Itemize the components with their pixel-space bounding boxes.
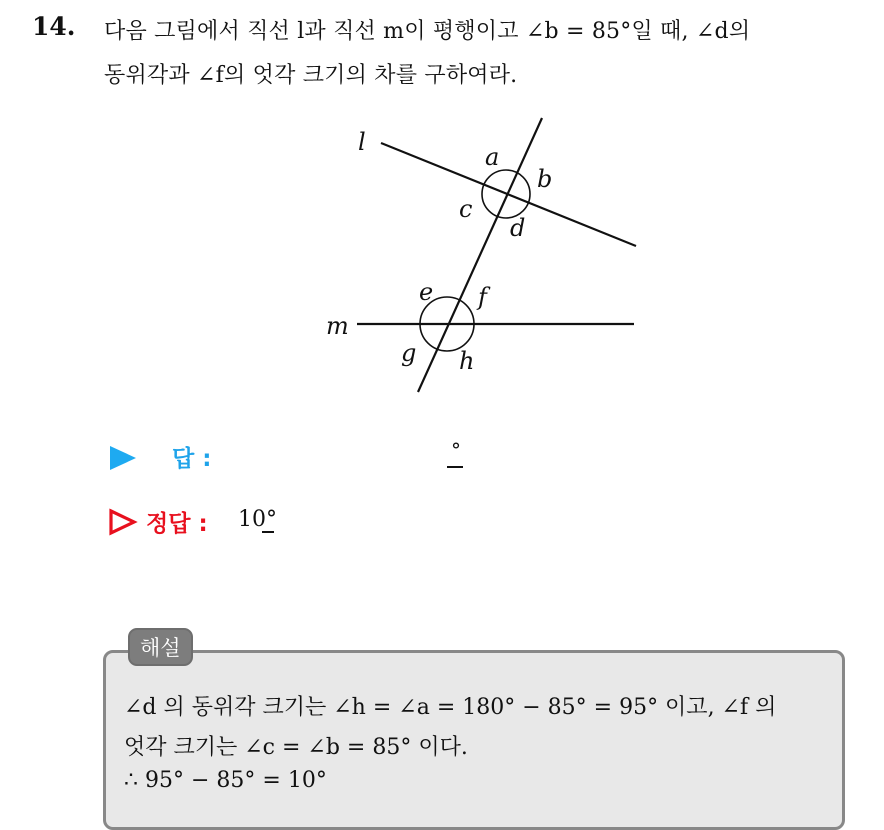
label-a: a: [485, 143, 500, 171]
correct-answer-label: 정답 :: [146, 511, 208, 537]
label-h: h: [459, 347, 475, 375]
label-m: m: [326, 312, 349, 340]
label-b: b: [537, 165, 553, 193]
correct-answer-value: 10°: [238, 507, 277, 532]
answer-arrow-icon: [110, 446, 136, 470]
label-d: d: [510, 214, 526, 242]
label-l: l: [358, 128, 366, 156]
explanation-badge: 해설: [128, 628, 193, 666]
label-g: g: [401, 339, 417, 367]
explanation-line-3: ∴ 95° − 85° = 10°: [124, 768, 327, 793]
correct-arrow-icon: [108, 508, 138, 536]
label-e: e: [419, 278, 434, 306]
question-text-line-2: 동위각과 ∠f의 엇각 크기의 차를 구하여라.: [104, 63, 518, 88]
transversal-line: [418, 118, 542, 392]
question-number: 14.: [32, 12, 76, 41]
answer-underline: [447, 466, 463, 468]
answer-unit: °: [451, 438, 461, 462]
correct-answer-underline: [262, 531, 274, 533]
label-c: c: [459, 195, 473, 223]
answer-label: 답 :: [172, 446, 212, 472]
question-text-line-1: 다음 그림에서 직선 l과 직선 m이 평행이고 ∠b = 85°일 때, ∠d의: [104, 19, 751, 44]
label-f: f: [478, 283, 487, 311]
explanation-line-1: ∠d 의 동위각 크기는 ∠h = ∠a = 180° − 85° = 95° 이고, ∠f 의: [124, 695, 777, 720]
explanation-line-2: 엇각 크기는 ∠c = ∠b = 85° 이다.: [124, 735, 468, 760]
